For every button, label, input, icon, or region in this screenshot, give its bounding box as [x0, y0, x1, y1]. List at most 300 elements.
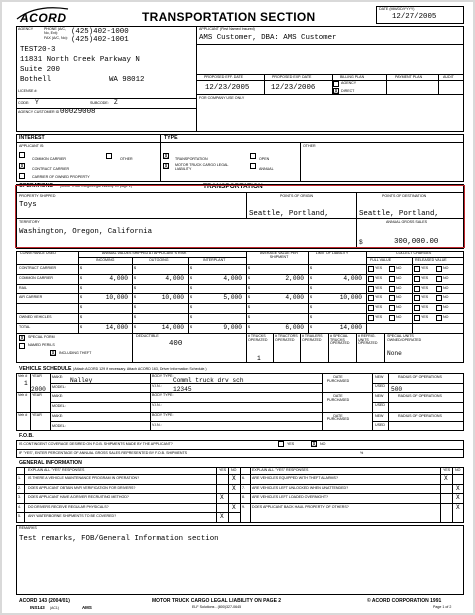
annual-checkbox[interactable]	[250, 163, 256, 169]
ins-code: INS143	[30, 605, 45, 610]
special-trucks-label: # SPECIAL TRUCKS OPERATED	[330, 334, 350, 346]
refrig-units-label: # REFRIG. UNITS OPERATED	[358, 334, 378, 346]
answer-no[interactable]: X	[456, 503, 460, 511]
question-text: DOES APPLICANT OBTAIN MVR VERIFICATION FOR DRIVERS?	[28, 485, 136, 490]
full-value-label: FULL VALUE	[370, 258, 392, 262]
fob-no-label: NO	[320, 442, 326, 446]
audit-label: AUDIT	[443, 75, 454, 79]
motor-truck-checkbox[interactable]: X	[164, 163, 168, 170]
answer-no[interactable]: X	[232, 484, 236, 492]
veh1-num[interactable]: 1	[24, 380, 28, 387]
veh-year-label: YEAR	[32, 374, 42, 378]
question-number: 8.	[242, 495, 245, 500]
released-no-label: NO	[443, 315, 449, 319]
released-no-checkbox[interactable]	[436, 315, 442, 321]
vehicle-col-divider	[50, 373, 51, 392]
conveyance-cell-interplant[interactable]: 4,000	[223, 274, 242, 282]
common-carrier-checkbox[interactable]	[19, 152, 25, 158]
vehicle-col-divider	[50, 392, 51, 411]
interplant-label: INTERPLANT	[203, 258, 226, 262]
territory-value[interactable]: Washington, Oregon, California	[19, 228, 153, 236]
currency-sign: $	[248, 285, 250, 290]
page-number: Page 1 of 2	[433, 605, 452, 609]
conveyance-row-label: RAIL	[19, 285, 27, 290]
veh-used-label: USED	[375, 384, 385, 388]
released-no-label: NO	[443, 275, 449, 280]
vehicle-col-divider	[150, 412, 151, 431]
currency-sign: $	[310, 305, 312, 310]
carrier-owned-label: CARRIER OF OWNED PROPERTY	[32, 175, 90, 179]
currency-sign: $	[248, 324, 250, 329]
vehicle-row-divider	[16, 412, 464, 413]
special-units-label: SPECIAL UNITS OWNED/OPERATED	[387, 334, 422, 342]
currency-sign: $	[310, 275, 312, 280]
veh-model-label: MODEL:	[52, 423, 66, 428]
gross-sales-label: ANNUAL GROSS SALES	[386, 220, 428, 224]
points-origin-label: POINTS OF ORIGIN	[280, 194, 314, 198]
named-perils-label: NAMED PERILS	[28, 343, 55, 347]
other-type-label: OTHER	[120, 157, 133, 161]
conveyance-row-label: TOTAL	[19, 324, 31, 329]
currency-sign: $	[190, 315, 192, 319]
currency-sign: $	[248, 305, 250, 310]
currency-sign: $	[80, 266, 82, 270]
carrier-owned-checkbox[interactable]	[19, 173, 25, 179]
page-note: MOTOR TRUCK CARGO LEGAL LIABILITY ON PAGE 2	[152, 598, 282, 604]
answer-no[interactable]: X	[232, 503, 236, 511]
exp-date-label: PROPOSED EXP. DATE	[272, 75, 312, 79]
released-no-label: NO	[443, 266, 449, 270]
currency-sign: $	[190, 266, 192, 270]
yes-right-head: YES	[443, 468, 451, 472]
question-text: IS THERE A VEHICLE MAINTENANCE PROGRAM IN OPERATION?	[28, 476, 140, 480]
date-value[interactable]: 12/27/2005	[392, 13, 437, 21]
released-yes-label: YES	[421, 266, 429, 270]
vehicle-col-divider	[372, 412, 373, 431]
vehicle-col-divider	[150, 392, 151, 411]
deductible-value[interactable]: 400	[169, 340, 183, 348]
released-yes-label: YES	[421, 315, 429, 319]
currency-sign: $	[248, 295, 250, 300]
trucks-value[interactable]: 1	[257, 355, 261, 362]
veh-num-label: Veh #	[18, 412, 28, 417]
annual-label: ANNUAL	[259, 167, 274, 171]
conveyance-cell-outgoing[interactable]: 14,000	[161, 323, 184, 331]
points-dest-value[interactable]: Seattle, Portland,	[359, 210, 439, 218]
conveyance-cell-avg[interactable]: 4,000	[285, 294, 304, 302]
special-form-checkbox[interactable]: X	[20, 335, 24, 342]
vehicle-col-divider	[150, 373, 151, 392]
general-row-divider	[240, 474, 464, 475]
conveyance-cell-incoming[interactable]: 4,000	[109, 274, 128, 282]
fob-header: F.O.B.	[19, 433, 34, 439]
question-number: 2.	[18, 485, 21, 490]
fob-yes-checkbox[interactable]	[278, 441, 284, 447]
ins-sub: (AC1)	[50, 606, 59, 610]
vehicle-col-divider	[388, 412, 389, 431]
special-units-value[interactable]: None	[387, 350, 402, 357]
veh-year-label: YEAR	[32, 412, 42, 417]
vehicle-schedule-note: (Attach ACORD 129 if necessary. Attach ACORD 163, Driver Information Schedule.)	[73, 367, 207, 371]
answer-yes[interactable]: X	[220, 513, 224, 521]
fob-yes-label: YES	[287, 442, 295, 446]
code-value[interactable]: Y	[35, 99, 39, 106]
veh1-make[interactable]: Nalley	[70, 377, 93, 384]
full-value-yes-label: YES	[375, 285, 383, 290]
currency-sign: $	[134, 295, 136, 300]
explain-left-label: EXPLAIN ALL "YES" RESPONSES	[28, 468, 85, 472]
veh-radius-label: RADIUS OF OPERATIONS	[398, 413, 442, 418]
currency-sign: $	[190, 285, 192, 290]
currency-sign: $	[310, 266, 312, 270]
veh-body-label: BODY TYPE:	[152, 393, 174, 398]
subcode-label: SUBCODE:	[90, 101, 109, 105]
conveyance-cell-incoming[interactable]: 14,000	[105, 323, 128, 331]
veh-vin-label: V.I.N.:	[152, 422, 162, 427]
full-value-yes-label: YES	[375, 275, 383, 280]
agency-label: AGENCY	[18, 27, 34, 31]
explain-right-label: EXPLAIN ALL "YES" RESPONSES	[252, 468, 309, 472]
vehicle-col-divider	[388, 392, 389, 411]
currency-sign: $	[80, 315, 82, 319]
currency-sign: $	[134, 266, 136, 270]
general-row-divider	[16, 484, 240, 485]
general-row-divider	[240, 503, 464, 504]
question-number: 5.	[18, 514, 21, 519]
currency-sign: $	[80, 305, 82, 310]
answer-no[interactable]: X	[232, 475, 236, 482]
agency-address2[interactable]: Suite 200	[20, 66, 60, 74]
currency-sign: $	[248, 315, 250, 319]
full-value-yes-label: YES	[375, 305, 383, 310]
question-text: ARE VEHICLES LEFT UNLOCKED WHEN UNATTENDED?	[252, 485, 349, 490]
open-checkbox[interactable]	[250, 153, 256, 159]
conveyance-cell-interplant[interactable]: 5,000	[223, 294, 242, 302]
veh-new-label: NEW	[375, 413, 384, 418]
answer-yes[interactable]: X	[220, 494, 224, 502]
payment-plan-label: PAYMENT PLAN	[395, 75, 423, 79]
form-id: ACORD 143 (2004/01)	[19, 598, 70, 604]
motor-truck-label: MOTOR TRUCK CARGO LEGAL LIABILITY	[175, 163, 229, 171]
vehicle-subrow-divider	[50, 421, 322, 422]
exp-date-value[interactable]: 12/23/2006	[271, 84, 316, 92]
agency-city[interactable]: Bothell	[20, 76, 52, 84]
collect-charges-label: COLLECT CHARGES	[396, 251, 432, 255]
copyright: © ACORD CORPORATION 1991	[367, 598, 442, 604]
vehicle-subrow-divider	[372, 421, 464, 422]
vehicle-subrow-divider	[372, 402, 464, 403]
released-no-label: NO	[443, 305, 449, 310]
full-value-no-checkbox[interactable]	[389, 295, 395, 301]
released-yes-checkbox[interactable]	[414, 266, 420, 272]
ams-label: AMS	[82, 605, 92, 610]
released-value-label: RELEASED VALUE	[415, 258, 447, 262]
trucks-label: # TRUCKS OPERATED	[248, 334, 268, 342]
veh-radius-label: RADIUS OF OPERATIONS	[398, 394, 442, 399]
veh-model-label: MODEL:	[52, 385, 66, 389]
outgoing-label: OUTGOING	[149, 258, 169, 262]
currency-sign: $	[190, 275, 192, 280]
vehicle-schedule-header: VEHICLE SCHEDULE	[19, 366, 72, 372]
conveyance-cell-outgoing[interactable]: 10,000	[161, 294, 184, 302]
veh-used-label: USED	[375, 403, 385, 408]
conveyance-cell-limit[interactable]: 4,000	[343, 274, 362, 282]
full-value-yes-label: YES	[375, 266, 383, 270]
full-value-yes-checkbox[interactable]	[368, 315, 374, 321]
question-number: 1.	[18, 476, 21, 480]
vehicle-subrow-divider	[372, 383, 464, 384]
fob-percent-question: IF "YES", ENTER PERCENTAGE OF ANNUAL GROSS SALES REPRESENTED BY F.O.B. SHIPMENTS	[19, 451, 188, 455]
including-theft-checkbox[interactable]: X	[51, 350, 55, 357]
released-yes-checkbox[interactable]	[414, 305, 420, 311]
code-label: CODE:	[18, 101, 30, 105]
full-value-yes-checkbox[interactable]	[368, 295, 374, 301]
conveyance-row-label: CONTRACT CARRIER	[19, 266, 57, 270]
eff-date-value[interactable]: 12/23/2005	[205, 84, 250, 92]
released-yes-label: YES	[421, 285, 429, 290]
property-shipped-label: PROPERTY SHIPPED	[19, 194, 56, 198]
named-perils-checkbox[interactable]	[19, 343, 25, 349]
property-shipped-value[interactable]: Toys	[19, 201, 37, 209]
currency-sign: $	[310, 324, 312, 329]
vehicle-col-divider	[30, 392, 31, 411]
agency-address1[interactable]: 11831 North Creek Parkway N	[20, 56, 140, 64]
full-value-yes-checkbox[interactable]	[368, 286, 374, 292]
conveyance-cell-incoming[interactable]: 10,000	[105, 294, 128, 302]
operations-note: (Motor Truck Cargo/Legal Liability on page 2)	[60, 184, 132, 188]
general-row-divider	[240, 493, 464, 494]
veh-used-label: USED	[375, 422, 385, 427]
fob-question: IS CONTINGENT COVERAGE DESIRED ON F.O.B. SHIPMENTS MADE BY THE APPLICANT?	[19, 442, 173, 446]
veh1-vin[interactable]: 12345	[173, 386, 192, 393]
remarks-label: REMARKS	[19, 526, 37, 530]
conveyance-row-divider	[16, 303, 464, 304]
released-no-checkbox[interactable]	[436, 276, 442, 282]
released-yes-checkbox[interactable]	[414, 286, 420, 292]
conveyance-cell-avg[interactable]: 6,000	[285, 323, 304, 331]
applicant-name[interactable]: AMS Customer, DBA: AMS Customer	[199, 34, 337, 42]
conveyance-cell-limit[interactable]: 14,000	[339, 323, 362, 331]
vehicle-subrow-divider	[50, 383, 322, 384]
full-value-yes-checkbox[interactable]	[368, 276, 374, 282]
veh-vin-label: V.I.N.:	[152, 384, 162, 388]
fob-no-checkbox[interactable]: X	[312, 441, 316, 448]
released-no-checkbox[interactable]	[436, 266, 442, 272]
full-value-no-label: NO	[396, 266, 402, 270]
vehicle-col-divider	[50, 412, 51, 431]
currency-sign: $	[80, 324, 82, 329]
contract-carrier-checkbox[interactable]: X	[20, 163, 24, 170]
agency-state-zip[interactable]: WA 98012	[109, 76, 145, 84]
currency-sign: $	[190, 295, 192, 300]
currency-sign: $	[310, 295, 312, 300]
veh-new-label: NEW	[375, 375, 384, 379]
conveyance-row-label: COMMON CARRIER	[19, 275, 53, 280]
released-no-checkbox[interactable]	[436, 305, 442, 311]
full-value-yes-label: YES	[375, 295, 383, 300]
license-label: LICENSE #:	[18, 89, 38, 93]
operations-highlight	[15, 185, 465, 248]
question-text: ARE VEHICLES LEFT LOADED OVERNIGHT?	[252, 495, 329, 500]
currency-sign: $	[134, 275, 136, 280]
currency-sign: $	[310, 315, 312, 319]
question-number: 3.	[18, 495, 21, 500]
veh-date-purchased-label: DATE PURCHASED	[326, 394, 350, 402]
general-row-divider	[240, 484, 464, 485]
yes-left-head: YES	[219, 468, 227, 472]
released-no-label: NO	[443, 285, 449, 290]
full-value-yes-checkbox[interactable]	[368, 305, 374, 311]
open-label: OPEN	[259, 157, 270, 161]
avg-value-label: AVERAGE VALUE PER SHIPMENT	[259, 251, 298, 259]
full-value-no-label: NO	[396, 295, 402, 300]
veh1-year[interactable]: 2000	[31, 386, 46, 393]
customer-id-value[interactable]: 00029008	[60, 108, 96, 116]
question-text: ANY WATERBORNE SHIPMENTS TO BE COVERED?	[28, 514, 117, 519]
phone-value[interactable]: (425)402-1000	[71, 28, 129, 36]
full-value-no-checkbox[interactable]	[389, 315, 395, 321]
gross-sales-value[interactable]: 300,000.00	[394, 238, 439, 246]
conveyance-row-label: OWNED VEHICLES	[19, 315, 52, 319]
released-yes-checkbox[interactable]	[414, 276, 420, 282]
applicant-label: APPLICANT (First Named Insured)	[199, 27, 255, 31]
veh-year-label: YEAR	[32, 393, 42, 398]
agency-bill-label: AGENCY	[341, 81, 357, 85]
veh-body-label: BODY TYPE:	[152, 374, 174, 378]
other-col-label: OTHER	[303, 144, 316, 148]
vehicle-col-divider	[372, 373, 373, 392]
transportation-label: TRANSPORTATION	[175, 157, 208, 161]
company-use-label: FOR COMPANY USE ONLY	[199, 96, 245, 100]
conveyance-row-divider	[16, 284, 464, 285]
vehicle-col-divider	[372, 392, 373, 411]
answer-no[interactable]: X	[456, 484, 460, 492]
full-value-no-checkbox[interactable]	[389, 266, 395, 272]
general-col-divider	[440, 467, 441, 523]
answer-yes[interactable]: X	[444, 475, 448, 482]
question-number: 9.	[242, 504, 245, 509]
released-yes-checkbox[interactable]	[414, 315, 420, 321]
currency-sign: $	[248, 266, 250, 270]
full-value-no-checkbox[interactable]	[389, 276, 395, 282]
full-value-no-label: NO	[396, 315, 402, 319]
remarks-value[interactable]: Test remarks, FOB/General Information section	[19, 535, 219, 543]
full-value-no-checkbox[interactable]	[389, 305, 395, 311]
conveyance-cell-outgoing[interactable]: 4,000	[165, 274, 184, 282]
other-type-checkbox[interactable]	[106, 153, 112, 159]
veh-date-purchased-label: DATE PURCHASED	[326, 413, 350, 422]
released-no-checkbox[interactable]	[436, 286, 442, 292]
general-col-divider	[250, 467, 251, 523]
limit-liability-label: LIMIT OF LIABILITY	[315, 251, 349, 255]
common-carrier-label: COMMON CARRIER	[32, 157, 66, 161]
type-header: TYPE	[164, 135, 178, 141]
full-value-no-label: NO	[396, 305, 402, 310]
conveyance-row-label: AIR CARRIER	[19, 295, 43, 300]
trailers-label: # TRAILERS OPERATED	[302, 334, 323, 342]
veh-new-label: NEW	[375, 394, 384, 399]
full-value-no-checkbox[interactable]	[389, 286, 395, 292]
acord-logo-text: ACORD	[20, 11, 67, 25]
conveyance-cell-interplant[interactable]: 9,000	[223, 323, 242, 331]
currency-sign: $	[134, 315, 136, 319]
vehicle-subrow-divider	[50, 402, 322, 403]
vehicle-col-divider	[388, 373, 389, 392]
veh-num-label: Veh #	[18, 393, 28, 398]
direct-bill-checkbox[interactable]: X	[334, 88, 338, 95]
question-number: 4.	[18, 504, 21, 509]
agency-name[interactable]: TEST20-3	[20, 46, 56, 54]
including-theft-label: INCLUDING THEFT	[59, 351, 92, 355]
fax-label: FAX (A/C, No):	[44, 36, 68, 40]
full-value-yes-label: YES	[375, 315, 383, 319]
annual-values-label: ANNUAL VALUES SHIPPED AT APPLICANT'S RISK	[102, 251, 187, 255]
general-col-divider	[228, 467, 229, 523]
eff-date-label: PROPOSED EFF. DATE	[204, 75, 244, 79]
veh-date-purchased-label: DATE PURCHASED	[326, 375, 350, 383]
currency-sign: $	[134, 285, 136, 290]
vehicle-col-divider	[322, 373, 323, 392]
deductible-label: DEDUCTIBLE	[136, 334, 159, 338]
full-value-yes-checkbox[interactable]	[368, 266, 374, 272]
interest-header: INTEREST	[19, 135, 45, 141]
agency-bill-checkbox[interactable]	[333, 81, 339, 87]
points-origin-value[interactable]: Seattle, Portland,	[249, 210, 329, 218]
veh-vin-label: V.I.N.:	[152, 403, 162, 408]
released-yes-checkbox[interactable]	[414, 295, 420, 301]
question-text: DO DRIVERS RECEIVE REGULAR PHYSICALS?	[28, 504, 109, 509]
answer-no[interactable]: X	[456, 494, 460, 502]
veh-model-label: MODEL:	[52, 404, 66, 409]
conveyance-cell-limit[interactable]: 10,000	[339, 294, 362, 302]
conveyance-row-divider	[16, 313, 464, 314]
released-yes-label: YES	[421, 295, 429, 300]
currency-sign: $	[190, 305, 192, 310]
veh-make-label: MAKE:	[52, 413, 64, 418]
general-col-divider	[216, 467, 217, 523]
released-yes-label: YES	[421, 305, 429, 310]
veh1-body[interactable]: Comml truck drv sch	[173, 377, 244, 384]
transportation-checkbox[interactable]: X	[164, 153, 168, 160]
veh-radius-label: RADIUS OF OPERATIONS	[398, 375, 442, 379]
question-text: ARE VEHICLES EQUIPPED WITH THEFT ALARMS?	[252, 476, 338, 480]
released-no-checkbox[interactable]	[436, 295, 442, 301]
veh-make-label: MAKE:	[52, 394, 64, 399]
vehicle-col-divider	[322, 392, 323, 411]
fax-value[interactable]: (425)402-1001	[71, 36, 129, 44]
full-value-no-label: NO	[396, 275, 402, 280]
veh-num-label: Veh #	[18, 374, 28, 378]
general-row-divider	[16, 493, 240, 494]
vehicle-row-divider	[16, 392, 464, 393]
veh1-radius[interactable]: 500	[391, 386, 403, 393]
operations-header: OPERATIONS	[19, 183, 53, 189]
full-value-no-label: NO	[396, 285, 402, 290]
currency-sign: $	[80, 285, 82, 290]
currency-sign: $	[134, 305, 136, 310]
conveyance-col-label: CONVEYANCE USED	[20, 251, 56, 255]
general-row-divider	[16, 512, 240, 513]
date-label: DATE (MM/DD/YYYY)	[379, 7, 415, 11]
territory-label: TERRITORY	[19, 220, 40, 224]
tractors-label: # TRACTORS OPERATED	[275, 334, 298, 342]
subcode-value[interactable]: Z	[114, 99, 118, 106]
incoming-label: INCOMING	[96, 258, 115, 262]
billing-plan-label: BILLING PLAN	[340, 75, 365, 79]
currency-sign: $	[248, 275, 250, 280]
currency-sign: $	[310, 285, 312, 290]
conveyance-cell-avg[interactable]: 2,000	[285, 274, 304, 282]
